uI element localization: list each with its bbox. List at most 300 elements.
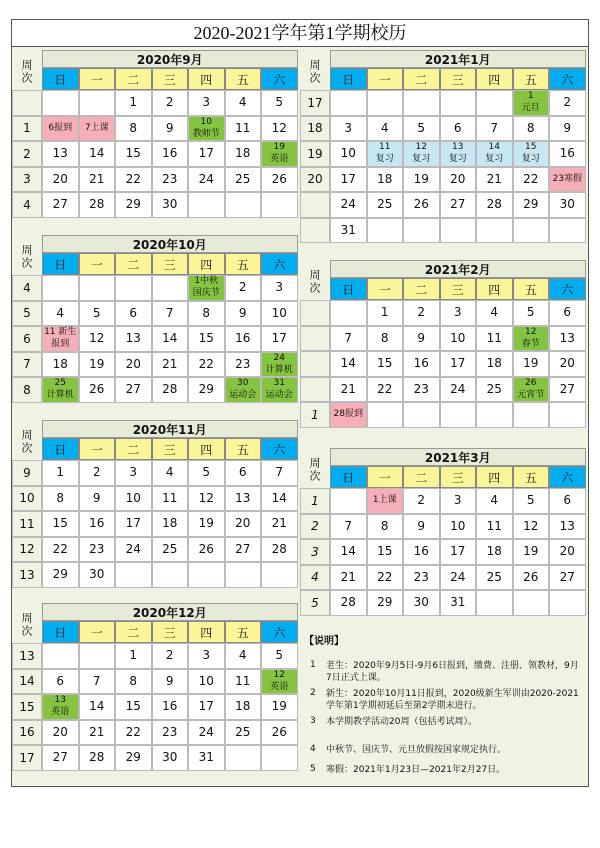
day-cell: 2 bbox=[403, 300, 440, 326]
weekday-header: 五 bbox=[225, 253, 262, 275]
week-number-label: 周次 bbox=[308, 269, 321, 295]
day-cell: 18 bbox=[225, 141, 262, 167]
day-cell bbox=[476, 141, 513, 167]
weekday-header: 六 bbox=[261, 253, 298, 275]
day-cell: 27 bbox=[225, 537, 262, 563]
weekday-header: 四 bbox=[188, 68, 225, 90]
week-number: 17 bbox=[300, 90, 330, 116]
day-cell: 30 bbox=[403, 590, 440, 616]
day-cell: 18 bbox=[476, 351, 513, 377]
day-cell: 16 bbox=[152, 141, 189, 167]
day-cell: 17 bbox=[261, 326, 298, 352]
event-label: 元旦 bbox=[521, 103, 540, 114]
day-cell: 1 bbox=[115, 90, 152, 116]
day-cell bbox=[188, 192, 225, 218]
day-cell bbox=[42, 377, 79, 403]
weekday-header: 一 bbox=[79, 621, 116, 643]
week-number: 20 bbox=[300, 167, 330, 193]
day-cell: 17 bbox=[115, 511, 152, 537]
week-number-label: 周次 bbox=[20, 429, 33, 455]
weekday-header: 六 bbox=[261, 438, 298, 460]
day-cell bbox=[261, 352, 298, 378]
day-cell: 9 bbox=[79, 486, 116, 512]
week-number: 17 bbox=[12, 745, 42, 771]
event-day: 14 bbox=[488, 142, 500, 153]
day-cell: 19 bbox=[79, 352, 116, 378]
day-cell: 21 bbox=[79, 720, 116, 746]
weekday-header: 四 bbox=[476, 278, 513, 300]
day-cell: 13 bbox=[549, 514, 586, 540]
weekday-header: 六 bbox=[549, 68, 586, 90]
event-day: 11 新生 bbox=[44, 327, 77, 338]
event-day: 7上课 bbox=[84, 122, 109, 133]
day-cell: 13 bbox=[42, 141, 79, 167]
day-cell bbox=[261, 141, 298, 167]
day-cell bbox=[79, 275, 116, 301]
week-number bbox=[12, 90, 42, 116]
event-label: 英语 bbox=[270, 681, 289, 692]
day-cell bbox=[330, 402, 367, 428]
day-cell bbox=[549, 218, 586, 244]
day-cell bbox=[549, 167, 586, 193]
day-cell bbox=[440, 90, 477, 116]
week-number: 12 bbox=[12, 537, 42, 563]
day-cell: 16 bbox=[225, 326, 262, 352]
weekday-header: 四 bbox=[188, 438, 225, 460]
day-cell: 22 bbox=[367, 565, 404, 591]
day-cell: 5 bbox=[188, 460, 225, 486]
weekday-header: 六 bbox=[261, 621, 298, 643]
day-cell: 18 bbox=[367, 167, 404, 193]
day-cell: 23 bbox=[403, 377, 440, 403]
day-cell: 13 bbox=[225, 486, 262, 512]
event-label: 计算机 bbox=[265, 364, 293, 375]
weekday-header: 六 bbox=[549, 278, 586, 300]
day-cell: 23 bbox=[403, 565, 440, 591]
weekday-header: 日 bbox=[42, 253, 79, 275]
day-cell: 15 bbox=[115, 141, 152, 167]
day-cell: 12 bbox=[513, 514, 550, 540]
event-label: 教师节 bbox=[192, 128, 220, 139]
day-cell: 15 bbox=[188, 326, 225, 352]
note-number: 4 bbox=[310, 744, 316, 754]
day-cell: 24 bbox=[188, 167, 225, 193]
event-day: 13 bbox=[54, 695, 66, 706]
day-cell bbox=[549, 590, 586, 616]
day-cell: 3 bbox=[188, 90, 225, 116]
day-cell: 21 bbox=[152, 352, 189, 378]
day-cell: 15 bbox=[367, 539, 404, 565]
day-cell bbox=[476, 402, 513, 428]
weekday-header: 一 bbox=[367, 68, 404, 90]
day-cell: 12 bbox=[188, 486, 225, 512]
weekday-header: 二 bbox=[115, 253, 152, 275]
day-cell: 5 bbox=[261, 643, 298, 669]
day-cell: 16 bbox=[79, 511, 116, 537]
day-cell bbox=[367, 218, 404, 244]
day-cell: 27 bbox=[440, 192, 477, 218]
event-label: 元宵节 bbox=[517, 389, 545, 400]
event-day: 10 bbox=[200, 116, 212, 127]
weekday-header: 六 bbox=[261, 68, 298, 90]
day-cell: 16 bbox=[549, 141, 586, 167]
day-cell bbox=[42, 116, 79, 142]
day-cell: 4 bbox=[42, 301, 79, 327]
event-day: 30 bbox=[237, 378, 249, 389]
event-day: 28报到 bbox=[333, 409, 363, 420]
day-cell: 22 bbox=[367, 377, 404, 403]
day-cell: 18 bbox=[152, 511, 189, 537]
calendar-page bbox=[11, 19, 589, 787]
day-cell: 5 bbox=[403, 116, 440, 142]
day-cell: 8 bbox=[367, 514, 404, 540]
day-cell: 28 bbox=[79, 192, 116, 218]
week-number: 19 bbox=[300, 141, 330, 167]
day-cell: 17 bbox=[330, 167, 367, 193]
day-cell: 15 bbox=[115, 694, 152, 720]
event-label: 英语 bbox=[51, 707, 70, 718]
day-cell: 6 bbox=[225, 460, 262, 486]
weekday-header: 一 bbox=[367, 278, 404, 300]
day-cell: 19 bbox=[403, 167, 440, 193]
day-cell: 28 bbox=[476, 192, 513, 218]
event-label: 复习 bbox=[412, 154, 431, 165]
day-cell bbox=[79, 643, 116, 669]
day-cell bbox=[261, 192, 298, 218]
day-cell: 11 bbox=[476, 514, 513, 540]
event-label: 英语 bbox=[270, 154, 289, 165]
event-day: 23寒假 bbox=[552, 173, 582, 184]
day-cell: 10 bbox=[440, 514, 477, 540]
day-cell: 20 bbox=[549, 539, 586, 565]
week-number: 1 bbox=[12, 116, 42, 142]
day-cell: 27 bbox=[549, 565, 586, 591]
event-label: 国庆节 bbox=[192, 288, 220, 299]
event-label: 春节 bbox=[521, 338, 540, 349]
day-cell: 22 bbox=[115, 167, 152, 193]
day-cell: 9 bbox=[225, 301, 262, 327]
week-number bbox=[300, 218, 330, 244]
weekday-header: 三 bbox=[440, 466, 477, 488]
day-cell: 12 bbox=[79, 326, 116, 352]
day-cell: 8 bbox=[367, 326, 404, 352]
week-number: 5 bbox=[12, 301, 42, 327]
month-title: 2021年2月 bbox=[330, 260, 586, 278]
week-number-label: 周次 bbox=[20, 59, 33, 85]
day-cell: 1 bbox=[115, 643, 152, 669]
day-cell: 9 bbox=[403, 514, 440, 540]
day-cell bbox=[367, 141, 404, 167]
week-number-label: 周次 bbox=[308, 457, 321, 483]
day-cell bbox=[330, 90, 367, 116]
day-cell bbox=[513, 377, 550, 403]
day-cell: 27 bbox=[42, 192, 79, 218]
day-cell: 14 bbox=[330, 351, 367, 377]
day-cell: 2 bbox=[549, 90, 586, 116]
week-number bbox=[300, 192, 330, 218]
day-cell bbox=[225, 562, 262, 588]
day-cell bbox=[367, 402, 404, 428]
event-label: 报到 bbox=[51, 339, 70, 350]
weekday-header: 日 bbox=[330, 68, 367, 90]
day-cell bbox=[79, 90, 116, 116]
day-cell: 3 bbox=[261, 275, 298, 301]
day-cell: 29 bbox=[115, 192, 152, 218]
weekday-header: 一 bbox=[367, 466, 404, 488]
week-number bbox=[300, 351, 330, 377]
day-cell: 29 bbox=[188, 377, 225, 403]
event-day: 11 bbox=[379, 142, 391, 153]
day-cell: 20 bbox=[440, 167, 477, 193]
day-cell: 20 bbox=[549, 351, 586, 377]
day-cell: 10 bbox=[440, 326, 477, 352]
event-label: 复习 bbox=[375, 154, 394, 165]
weekday-header: 二 bbox=[403, 278, 440, 300]
day-cell: 9 bbox=[403, 326, 440, 352]
note-number: 3 bbox=[310, 716, 316, 726]
day-cell: 24 bbox=[330, 192, 367, 218]
event-day: 15 bbox=[525, 142, 537, 153]
day-cell: 7 bbox=[476, 116, 513, 142]
note-text: 新生：2020年10月11日报到，2020级新生军训由2020-2021学年第1学期初延后至第2学期末进行。 bbox=[326, 689, 579, 711]
day-cell bbox=[476, 590, 513, 616]
month-title: 2020年9月 bbox=[42, 50, 298, 68]
note-number: 5 bbox=[310, 764, 316, 774]
weekday-header: 二 bbox=[403, 466, 440, 488]
day-cell bbox=[152, 562, 189, 588]
event-day: 1中秋 bbox=[194, 276, 219, 287]
day-cell: 3 bbox=[330, 116, 367, 142]
day-cell: 3 bbox=[188, 643, 225, 669]
day-cell: 7 bbox=[79, 669, 116, 695]
weekday-header: 一 bbox=[79, 253, 116, 275]
day-cell: 29 bbox=[42, 562, 79, 588]
note-number: 2 bbox=[310, 688, 316, 698]
week-number: 1 bbox=[300, 488, 330, 514]
day-cell: 6 bbox=[549, 488, 586, 514]
day-cell: 16 bbox=[152, 694, 189, 720]
day-cell: 6 bbox=[440, 116, 477, 142]
event-day: 25 bbox=[54, 378, 66, 389]
day-cell: 2 bbox=[79, 460, 116, 486]
day-cell: 21 bbox=[79, 167, 116, 193]
day-cell: 25 bbox=[225, 167, 262, 193]
day-cell bbox=[42, 326, 79, 352]
day-cell: 17 bbox=[188, 141, 225, 167]
event-label: 运动会 bbox=[265, 390, 293, 401]
day-cell bbox=[476, 218, 513, 244]
event-label: 运动会 bbox=[229, 390, 257, 401]
day-cell: 8 bbox=[42, 486, 79, 512]
event-day: 12 bbox=[415, 142, 427, 153]
day-cell bbox=[440, 141, 477, 167]
weekday-header: 五 bbox=[513, 466, 550, 488]
day-cell: 17 bbox=[440, 351, 477, 377]
week-number bbox=[300, 300, 330, 326]
week-number bbox=[300, 377, 330, 403]
day-cell: 17 bbox=[440, 539, 477, 565]
event-day: 1 bbox=[527, 91, 534, 102]
week-number-label: 周次 bbox=[308, 59, 321, 85]
day-cell: 2 bbox=[152, 643, 189, 669]
weekday-header: 二 bbox=[115, 68, 152, 90]
day-cell: 6 bbox=[549, 300, 586, 326]
day-cell: 27 bbox=[549, 377, 586, 403]
day-cell: 31 bbox=[188, 745, 225, 771]
day-cell: 22 bbox=[513, 167, 550, 193]
day-cell bbox=[513, 326, 550, 352]
day-cell: 3 bbox=[440, 488, 477, 514]
day-cell: 29 bbox=[115, 745, 152, 771]
day-cell: 6 bbox=[42, 669, 79, 695]
day-cell: 15 bbox=[367, 351, 404, 377]
day-cell bbox=[225, 377, 262, 403]
day-cell: 9 bbox=[549, 116, 586, 142]
note-text: 老生：2020年9月5日-9月6日报到，缴费、注册、领教材，9月7日正式上课。 bbox=[326, 661, 579, 683]
day-cell: 23 bbox=[152, 720, 189, 746]
weekday-header: 二 bbox=[403, 68, 440, 90]
day-cell bbox=[476, 90, 513, 116]
weekday-header: 四 bbox=[188, 621, 225, 643]
day-cell: 9 bbox=[152, 669, 189, 695]
day-cell bbox=[403, 141, 440, 167]
day-cell: 19 bbox=[261, 694, 298, 720]
weekday-header: 三 bbox=[440, 68, 477, 90]
day-cell: 26 bbox=[188, 537, 225, 563]
day-cell: 10 bbox=[330, 141, 367, 167]
day-cell: 24 bbox=[440, 565, 477, 591]
week-number: 13 bbox=[12, 643, 42, 669]
day-cell: 30 bbox=[549, 192, 586, 218]
day-cell bbox=[403, 90, 440, 116]
day-cell: 25 bbox=[367, 192, 404, 218]
event-label: 复习 bbox=[521, 154, 540, 165]
event-label: 复习 bbox=[485, 154, 504, 165]
weekday-header: 四 bbox=[188, 253, 225, 275]
day-cell: 25 bbox=[476, 565, 513, 591]
day-cell: 2 bbox=[152, 90, 189, 116]
day-cell bbox=[42, 643, 79, 669]
weekday-header: 四 bbox=[476, 68, 513, 90]
day-cell: 3 bbox=[115, 460, 152, 486]
day-cell: 18 bbox=[225, 694, 262, 720]
event-label: 计算机 bbox=[46, 390, 74, 401]
day-cell: 14 bbox=[330, 539, 367, 565]
day-cell: 5 bbox=[261, 90, 298, 116]
day-cell: 30 bbox=[152, 192, 189, 218]
day-cell: 1 bbox=[367, 300, 404, 326]
event-day: 12 bbox=[525, 326, 537, 337]
week-number: 9 bbox=[12, 460, 42, 486]
day-cell: 16 bbox=[403, 539, 440, 565]
day-cell: 10 bbox=[188, 669, 225, 695]
day-cell: 20 bbox=[42, 167, 79, 193]
weekday-header: 日 bbox=[42, 438, 79, 460]
day-cell: 26 bbox=[261, 720, 298, 746]
day-cell: 4 bbox=[225, 643, 262, 669]
week-number: 4 bbox=[12, 275, 42, 301]
day-cell bbox=[42, 275, 79, 301]
week-number: 8 bbox=[12, 377, 42, 403]
weekday-header: 五 bbox=[513, 278, 550, 300]
day-cell bbox=[513, 141, 550, 167]
week-number: 11 bbox=[12, 511, 42, 537]
day-cell: 5 bbox=[513, 300, 550, 326]
event-day: 19 bbox=[273, 142, 285, 153]
weekday-header: 三 bbox=[152, 253, 189, 275]
day-cell bbox=[513, 90, 550, 116]
day-cell: 11 bbox=[152, 486, 189, 512]
weekday-header: 日 bbox=[330, 466, 367, 488]
weekday-header: 五 bbox=[225, 621, 262, 643]
day-cell: 4 bbox=[476, 488, 513, 514]
day-cell: 10 bbox=[261, 301, 298, 327]
day-cell: 19 bbox=[513, 539, 550, 565]
day-cell: 8 bbox=[115, 116, 152, 142]
week-number: 5 bbox=[300, 590, 330, 616]
weekday-header: 五 bbox=[513, 68, 550, 90]
day-cell: 29 bbox=[367, 590, 404, 616]
day-cell: 26 bbox=[403, 192, 440, 218]
week-number: 2 bbox=[12, 141, 42, 167]
day-cell bbox=[440, 402, 477, 428]
week-number: 2 bbox=[300, 514, 330, 540]
day-cell: 24 bbox=[115, 537, 152, 563]
week-number bbox=[300, 326, 330, 352]
day-cell bbox=[115, 562, 152, 588]
notes-title: 【说明】 bbox=[304, 636, 344, 647]
week-number: 13 bbox=[12, 562, 42, 588]
day-cell: 26 bbox=[79, 377, 116, 403]
day-cell: 4 bbox=[225, 90, 262, 116]
day-cell: 7 bbox=[330, 326, 367, 352]
week-number: 1 bbox=[300, 402, 330, 428]
weekday-header: 日 bbox=[42, 621, 79, 643]
day-cell: 13 bbox=[115, 326, 152, 352]
weekday-header: 一 bbox=[79, 68, 116, 90]
day-cell: 16 bbox=[403, 351, 440, 377]
day-cell: 5 bbox=[79, 301, 116, 327]
day-cell bbox=[152, 275, 189, 301]
day-cell: 8 bbox=[115, 669, 152, 695]
day-cell: 28 bbox=[79, 745, 116, 771]
day-cell: 11 bbox=[476, 326, 513, 352]
weekday-header: 一 bbox=[79, 438, 116, 460]
week-number: 18 bbox=[300, 116, 330, 142]
month-title: 2021年3月 bbox=[330, 448, 586, 466]
day-cell bbox=[188, 275, 225, 301]
day-cell: 11 bbox=[225, 669, 262, 695]
day-cell: 26 bbox=[261, 167, 298, 193]
day-cell: 8 bbox=[188, 301, 225, 327]
day-cell: 27 bbox=[115, 377, 152, 403]
week-number: 3 bbox=[12, 167, 42, 193]
day-cell: 14 bbox=[79, 694, 116, 720]
day-cell: 19 bbox=[188, 511, 225, 537]
day-cell: 8 bbox=[513, 116, 550, 142]
day-cell bbox=[42, 90, 79, 116]
day-cell: 28 bbox=[261, 537, 298, 563]
day-cell bbox=[403, 402, 440, 428]
day-cell: 10 bbox=[115, 486, 152, 512]
week-number-label: 周次 bbox=[20, 612, 33, 638]
day-cell: 21 bbox=[476, 167, 513, 193]
day-cell: 28 bbox=[152, 377, 189, 403]
weekday-header: 日 bbox=[42, 68, 79, 90]
day-cell: 29 bbox=[513, 192, 550, 218]
event-day: 24 bbox=[273, 352, 285, 363]
day-cell bbox=[261, 745, 298, 771]
